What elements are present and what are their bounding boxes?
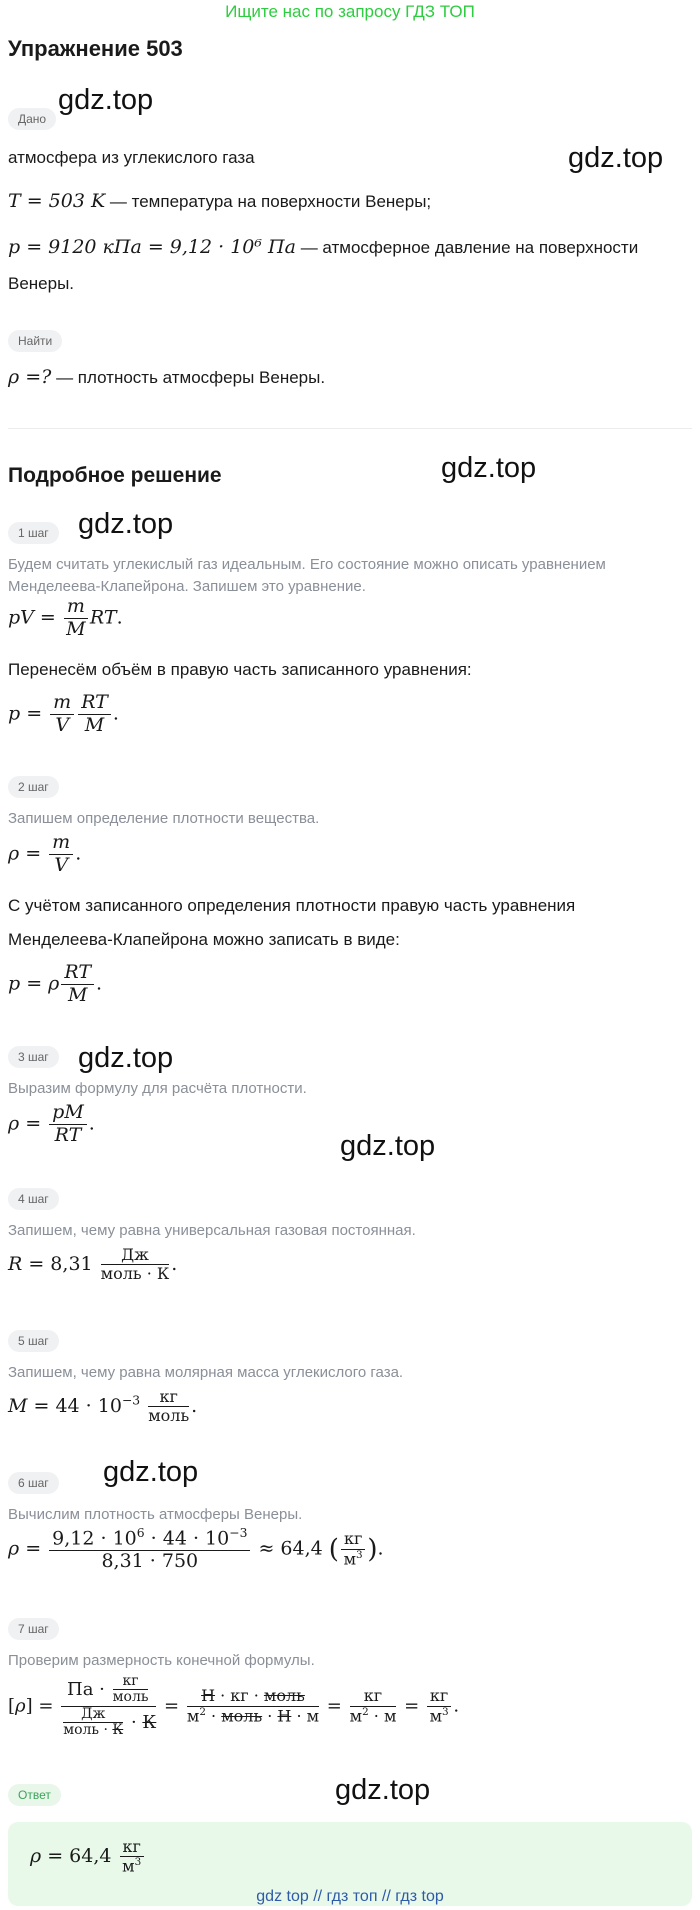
step-6-equation: ρ = $\frac{9,12 \cdot 10^6 \cdot 44 \cdot 10^{-3}}{8,31 \cdot 750}$ ≈ 64,4 ( $\frac{кг}{м^3}$ ). [8, 1526, 384, 1573]
step-2-text-2: С учётом записанного определения плотности правую часть уравнения [8, 896, 576, 915]
watermark: gdz.top [568, 142, 664, 174]
step-6-text: Вычислим плотность атмосферы Венеры. [8, 1506, 303, 1523]
step-2-equation: ρ = $\frac{m}{V}$ . [8, 831, 82, 876]
step-4-equation: R = 8,31 $\frac{Дж}{\text{моль · К}}$ . [8, 1245, 178, 1284]
watermark: gdz.top [335, 1774, 431, 1806]
find-math: ρ =? [8, 366, 52, 388]
step-1-text-3: Перенесём объём в правую часть записанного уравнения: [8, 660, 472, 679]
given-line-1: атмосфера из углекислого газа [8, 148, 255, 167]
page-title: Упражнение 503 [8, 36, 183, 61]
step-7-text: Проверим размерность конечной формулы. [8, 1652, 315, 1669]
given-temperature-text: — температура на поверхности Венеры; [109, 192, 432, 211]
footer-links[interactable]: gdz top // гдз топ // гдз top [256, 1888, 444, 1905]
given-pressure-text: — атмосферное давление на поверхности [300, 238, 639, 257]
search-banner[interactable]: Ищите нас по запросу ГДЗ ТОП [225, 2, 475, 21]
watermark: gdz.top [58, 84, 154, 116]
watermark: gdz.top [78, 508, 174, 540]
find-chip: Найти [8, 330, 62, 352]
step-5-equation: $M = 44 \cdot 10^{-3}$ $\frac{кг}{\text{моль}}$ . [8, 1387, 198, 1426]
step-7-chip: 7 шаг [8, 1618, 59, 1640]
section-divider [8, 428, 692, 429]
answer-equation: ρ = 64,4 $\frac{кг}{м^3}$ [30, 1838, 146, 1876]
step-1-equation-2: p = $\frac{m}{V}$ $\frac{RT}{M}$ . [8, 691, 119, 736]
step-2-chip: 2 шаг [8, 776, 59, 798]
watermark: gdz.top [340, 1130, 436, 1162]
step-1-chip: 1 шаг [8, 522, 59, 544]
step-5-chip: 5 шаг [8, 1330, 59, 1352]
given-line-2 [8, 190, 431, 212]
step-3-text: Выразим формулу для расчёта плотности. [8, 1080, 307, 1097]
solution-title: Подробное решение [8, 464, 222, 487]
watermark: gdz.top [441, 452, 537, 484]
step-7-equation: [ρ] = Па · $\frac{кг}{\text{моль}}$ $\frac{Дж}{\text{моль · К}}$ · К = $\frac{\text{Н · кг · моль}}{м^2 \cdot моль \cdot Н \cdot м}$ = $\frac{кг}{м^2 \cdot м}$ = $\frac{кг}{м^3}$ . [8, 1673, 460, 1739]
watermark: gdz.top [78, 1042, 174, 1074]
step-2-text-3: Менделеева-Клапейрона можно записать в виде: [8, 930, 400, 949]
answer-chip: Ответ [8, 1784, 61, 1806]
find-line [8, 366, 325, 388]
step-6-chip: 6 шаг [8, 1472, 59, 1494]
step-4-text: Запишем, чему равна универсальная газовая постоянная. [8, 1222, 416, 1239]
step-2-text-1: Запишем определение плотности вещества. [8, 810, 320, 827]
step-4-chip: 4 шаг [8, 1188, 59, 1210]
given-pressure-math: p = 9120 кПа = 9,12 · 10⁶ Па [8, 236, 296, 258]
step-1-text-1: Будем считать углекислый газ идеальным. Его состояние можно описать уравнением [8, 556, 606, 573]
step-1-text-2: Менделеева-Клапейрона. Запишем это уравнение. [8, 578, 366, 595]
step-1-equation: pV = $\frac{m}{M}$ RT. [8, 595, 123, 640]
find-text: — плотность атмосферы Венеры. [56, 368, 326, 387]
given-line-4: Венеры. [8, 274, 75, 293]
given-temperature-math: T = 503 K [8, 190, 106, 212]
watermark: gdz.top [103, 1456, 199, 1488]
step-3-equation: ρ = $\frac{pM}{RT}$ . [8, 1101, 95, 1146]
step-3-chip: 3 шаг [8, 1046, 59, 1068]
step-2-equation-2: p = ρ $\frac{RT}{M}$ . [8, 961, 103, 1006]
given-line-3 [8, 236, 638, 258]
step-5-text: Запишем, чему равна молярная масса углекислого газа. [8, 1364, 404, 1381]
given-chip: Дано [8, 108, 56, 130]
